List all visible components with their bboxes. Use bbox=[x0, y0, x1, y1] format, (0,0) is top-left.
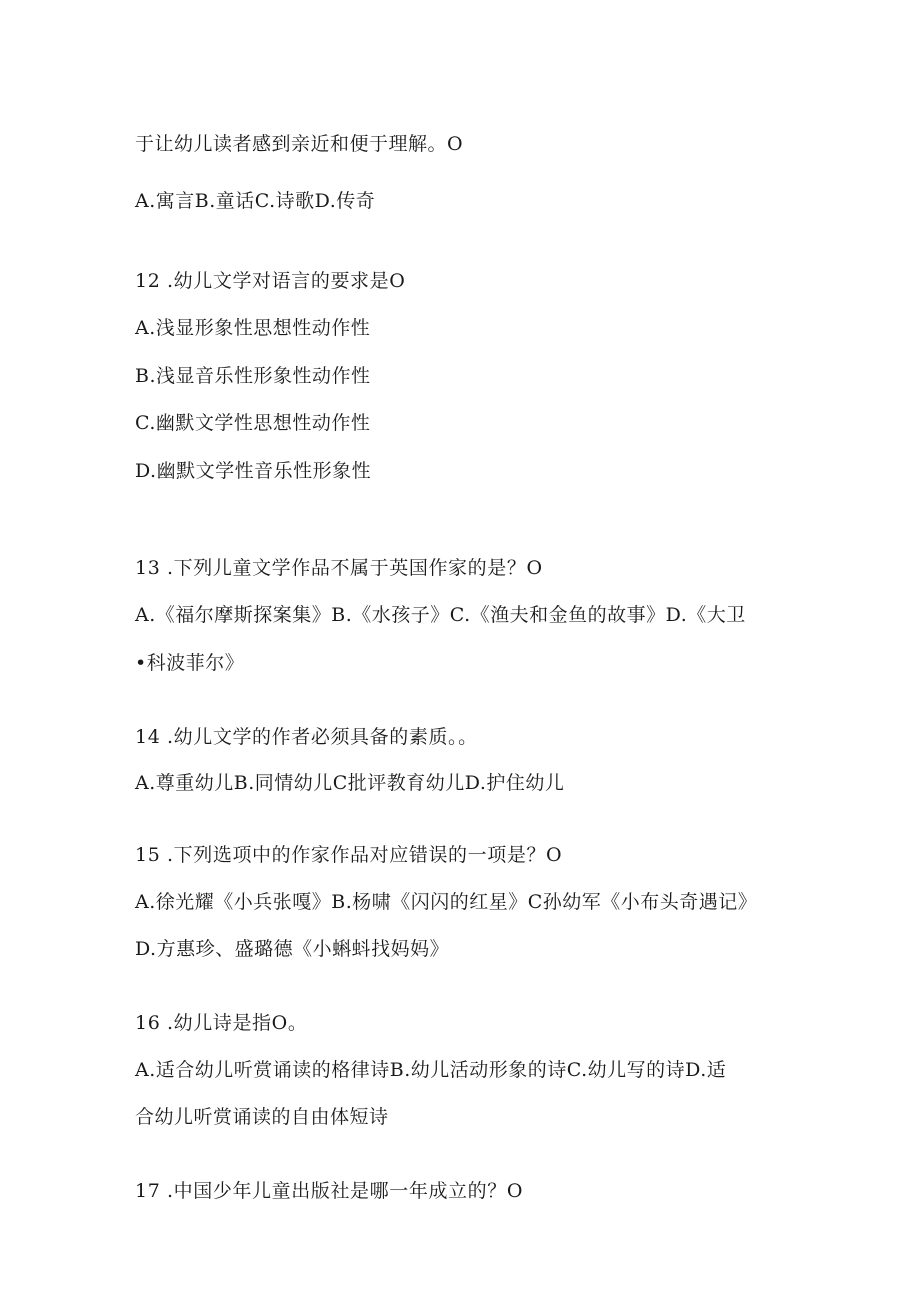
q12-option-d: D.幽默文学性音乐性形象性 bbox=[135, 460, 372, 482]
q12-option-a: A.浅显形象性思想性动作性 bbox=[135, 317, 371, 339]
q12-option-b: B.浅显音乐性形象性动作性 bbox=[135, 365, 371, 387]
q13-options-continuation: •科波菲尔》 bbox=[135, 652, 245, 674]
q13-options: A.《福尔摩斯探案集》B.《水孩子》C.《渔夫和金鱼的故事》D.《大卫 bbox=[135, 604, 746, 626]
q12-stem: 12 .幼儿文学对语言的要求是O bbox=[135, 270, 406, 292]
q14-options: A.尊重幼儿B.同情幼儿C批评教育幼儿D.护住幼儿 bbox=[135, 772, 565, 794]
q16-stem: 16 .幼儿诗是指O。 bbox=[135, 1012, 308, 1034]
q11-stem-continuation: 于让幼儿读者感到亲近和便于理解。O bbox=[135, 133, 464, 155]
q15-options: A.徐光耀《小兵张嘎》B.杨啸《闪闪的红星》C孙幼军《小布头奇遇记》 bbox=[135, 891, 758, 913]
q13-stem: 13 .下列儿童文学作品不属于英国作家的是？O bbox=[135, 557, 543, 579]
q15-options-continuation: D.方惠珍、盛璐德《小蝌蚪找妈妈》 bbox=[135, 938, 450, 960]
q11-options: A.寓言B.童话C.诗歌D.传奇 bbox=[135, 190, 376, 212]
q16-options-continuation: 合幼儿听赏诵读的自由体短诗 bbox=[135, 1106, 389, 1128]
q14-stem: 14 .幼儿文学的作者必须具备的素质。。 bbox=[135, 726, 478, 748]
q16-options: A.适合幼儿听赏诵读的格律诗B.幼儿活动形象的诗C.幼儿写的诗D.适 bbox=[135, 1059, 727, 1081]
q15-stem: 15 .下列选项中的作家作品对应错误的一项是？O bbox=[135, 844, 563, 866]
q12-option-c: C.幽默文学性思想性动作性 bbox=[135, 412, 371, 434]
q17-stem: 17 .中国少年儿童出版社是哪一年成立的？O bbox=[135, 1180, 524, 1202]
